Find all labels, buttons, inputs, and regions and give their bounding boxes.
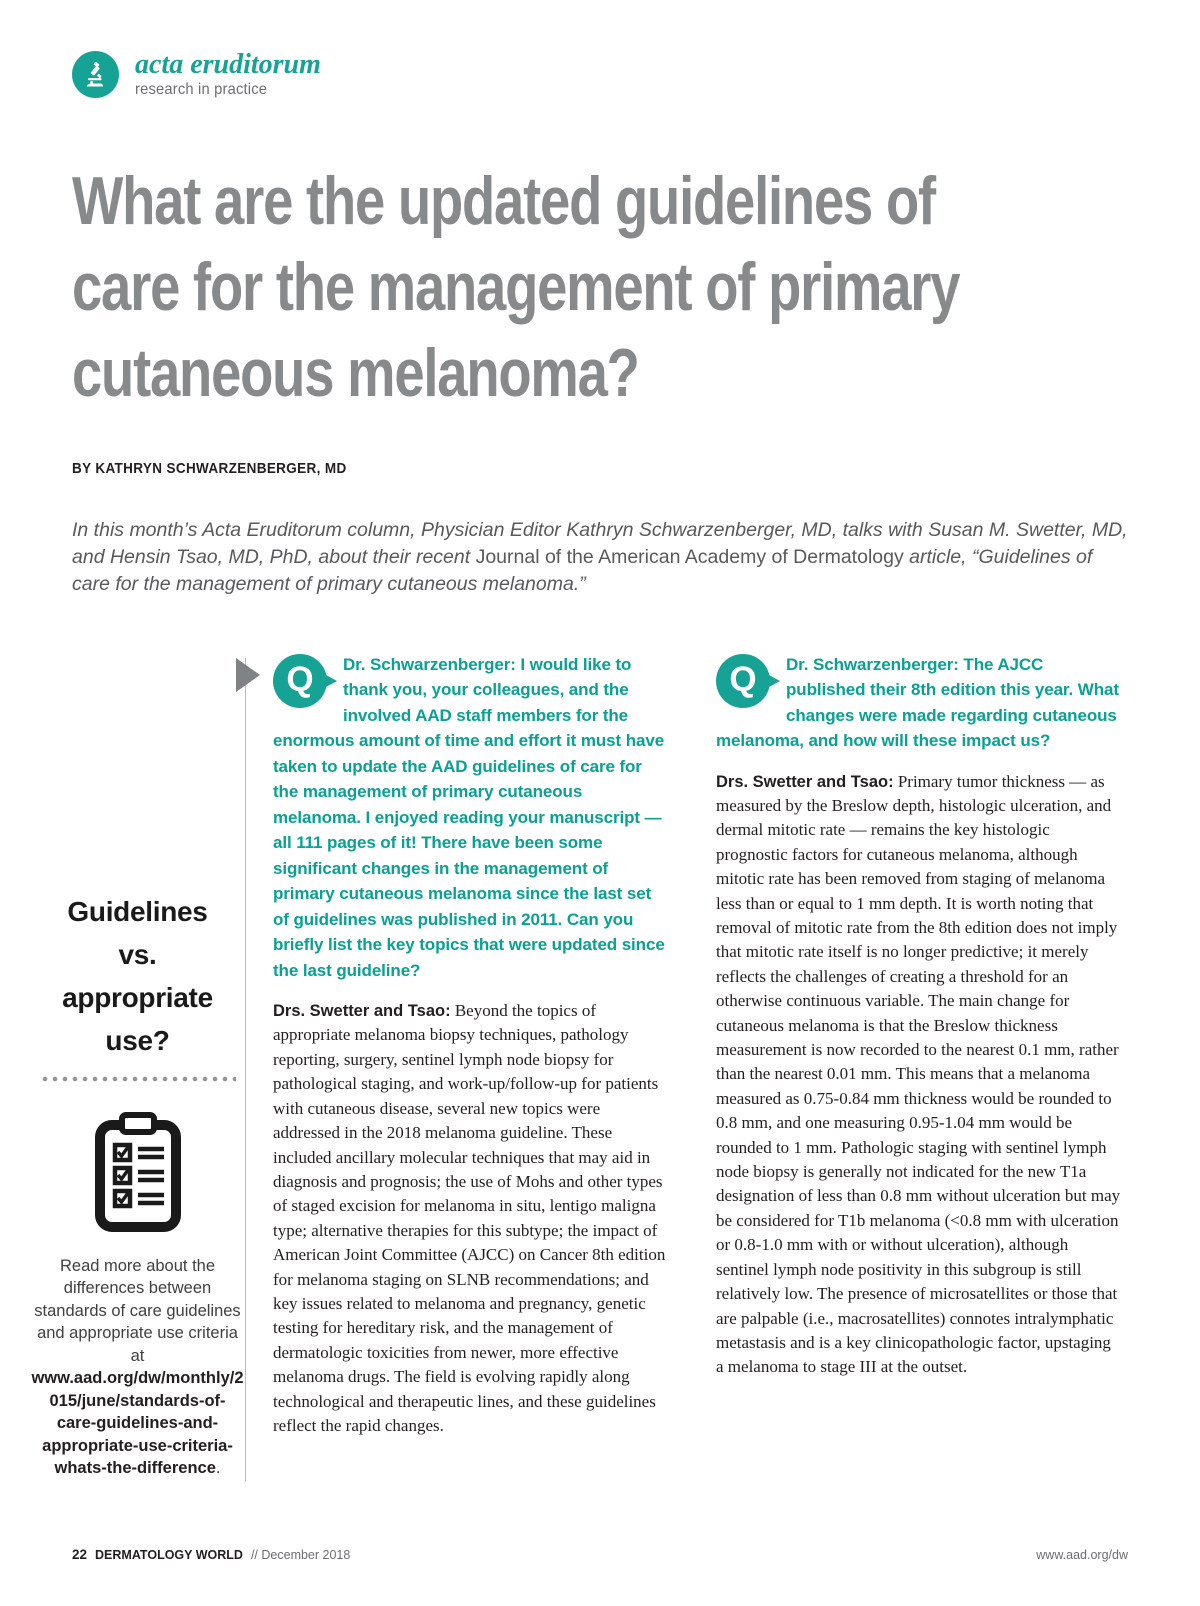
answer-1 bbox=[273, 999, 668, 1438]
sidebar-heading-line: use? bbox=[105, 1024, 170, 1056]
answer-2-label: Drs. Swetter and Tsao: bbox=[716, 772, 894, 791]
byline: BY KATHRYN SCHWARZENBERGER, MD bbox=[72, 459, 347, 477]
answer-2 bbox=[716, 770, 1122, 1380]
headline-line: cutaneous melanoma? bbox=[72, 334, 639, 411]
answer-1-text: Beyond the topics of appropriate melanoma biopsy techniques, pathology reporting, surgery, sentinel lymph node biopsy for pathological staging, and work-up/follow-up for patients with cutaneous disease, several new topics were addressed in the 2018 melanoma guideline. These included ancillary molecular techniques that may aid in diagnosis and prognosis; the use of Mohs and other types of staged excision for melanoma in situ, lentigo maligna type; alternative therapies for this subtype; the impact of American Joint Committee (AJCC) on Cancer 8th edition for melanoma staging on SLNB recommendations; and key issues related to melanoma and pregnancy, genetic testing for hereditary risk, and the management of dermatologic toxicities from newer, more effective melanoma drugs. The field is evolving rapidly along technological and therapeutic lines, and these guidelines reflect the rapid changes. bbox=[273, 1001, 666, 1435]
sidebar-heading bbox=[30, 890, 245, 1062]
sidebar bbox=[30, 652, 245, 1480]
qa-column-2 bbox=[716, 652, 1122, 1380]
sidebar-note-text: Read more about the differences between standards of care guidelines and appropriate use criteria at bbox=[34, 1256, 241, 1365]
article-headline bbox=[72, 158, 1128, 416]
question-bubble-icon bbox=[273, 654, 327, 708]
microscope-glyph bbox=[82, 61, 110, 89]
brand-text bbox=[135, 50, 321, 100]
intro-paragraph bbox=[72, 517, 1128, 598]
page-number: 22 bbox=[72, 1547, 88, 1562]
question-bubble-icon bbox=[716, 654, 770, 708]
question-badge: Q bbox=[729, 659, 757, 699]
section-arrow-marker bbox=[236, 658, 260, 692]
brand-name: acta eruditorum bbox=[135, 49, 321, 80]
microscope-icon bbox=[72, 51, 119, 98]
publication-name: DERMATOLOGY WORLD bbox=[95, 1548, 243, 1562]
page-footer bbox=[0, 1547, 1200, 1606]
answer-1-label: Drs. Swetter and Tsao: bbox=[273, 1002, 451, 1021]
journal-name: Journal of the American Academy of Dermatology bbox=[475, 545, 904, 568]
qa-block-2 bbox=[716, 652, 1122, 1380]
question-badge: Q bbox=[286, 659, 314, 699]
issue-date: // December 2018 bbox=[250, 1548, 351, 1562]
headline-line: care for the management of primary bbox=[72, 248, 960, 325]
column-logo bbox=[72, 50, 1128, 100]
brand-tagline: research in practice bbox=[135, 81, 268, 99]
clipboard-glyph bbox=[88, 1112, 188, 1234]
sidebar-note bbox=[30, 1255, 245, 1480]
sidebar-heading-line: vs. bbox=[118, 938, 157, 970]
sidebar-heading-line: Guidelines bbox=[67, 895, 208, 927]
sidebar-heading-line: appropriate bbox=[62, 981, 213, 1013]
question-2-text: Dr. Schwarzenberger: The AJCC published their 8th edition this year. What changes were made regarding cutaneous melanoma, and how will these impact us? bbox=[716, 654, 1119, 751]
headline-line: What are the updated guidelines of bbox=[72, 162, 935, 239]
question-1-text: Dr. Schwarzenberger: I would like to thank you, your colleagues, and the involved AAD staff members for the enormous amount of time and effort it must have taken to update the AAD guidelines of care for the management of primary cutaneous melanoma. I enjoyed reading your manuscript — all 111 pages of it! There have been some significant changes in the management of primary cutaneous melanoma since the last set of guidelines was published in 2011. Can you briefly list the key topics that were updated since the last guideline? bbox=[273, 654, 665, 980]
main-content bbox=[30, 652, 1200, 1547]
clipboard-checklist-icon bbox=[30, 1112, 245, 1239]
dotted-divider bbox=[40, 1076, 236, 1082]
qa-column-1 bbox=[273, 652, 668, 1439]
intro-segment: In this month’s Acta Eruditorum column, Physician Editor Kathryn Schwarzenberger, MD, talks with Susan M. Swetter, MD, and Hensin Tsao, MD, PhD, about their recent bbox=[72, 518, 1128, 568]
sidebar-link[interactable]: www.aad.org/dw/monthly/2015/june/standards-of-care-guidelines-and-appropriate-use-criteria-whats-the-difference bbox=[31, 1369, 244, 1478]
intro-segment: article, “Guidelines of care for the management of primary cutaneous melanoma.” bbox=[72, 545, 1093, 595]
column-divider-rule bbox=[245, 658, 246, 1482]
qa-block-1 bbox=[273, 652, 668, 1439]
header bbox=[0, 0, 1200, 598]
answer-2-text: Primary tumor thickness — as measured by the Breslow depth, histologic ulceration, and dermal mitotic rate — remains the key histologic prognostic factors for cutaneous melanoma, although mitotic rate has been removed from staging of melanoma less than or equal to 1 mm depth. It is worth noting that removal of mitotic rate from the 8th edition does not imply that mitotic rate itself is no longer predictive; it merely reflects the challenges of creating a threshold for an otherwise continuous variable. The main change for cutaneous melanoma is that the Breslow thickness measurement is now recorded to the nearest 0.1 mm, rather than the nearest 0.01 mm. This means that a melanoma measured as 0.75-0.84 mm thickness would be rounded to 0.8 mm, and one measuring 0.95-1.04 mm would be rounded to 1 mm. Pathologic staging with sentinel lymph node biopsy is generally not indicated for the new T1a designation of less than 0.8 mm without ulceration but may be considered for T1b melanoma (<0.8 mm with ulceration or 0.8-1.0 mm with or without ulceration), although sentinel lymph node positivity in this subgroup is still relatively low. The presence of microsatellites or those that are palpable (i.e., macrosatellites) connotes intralymphatic metastasis and is a key clinicopathologic factor, upstaging a melanoma to stage III at the outset. bbox=[716, 771, 1121, 1377]
sidebar-note-period: . bbox=[215, 1459, 221, 1478]
footer-left bbox=[72, 1547, 350, 1562]
footer-website-link[interactable]: www.aad.org/dw bbox=[1036, 1548, 1128, 1562]
